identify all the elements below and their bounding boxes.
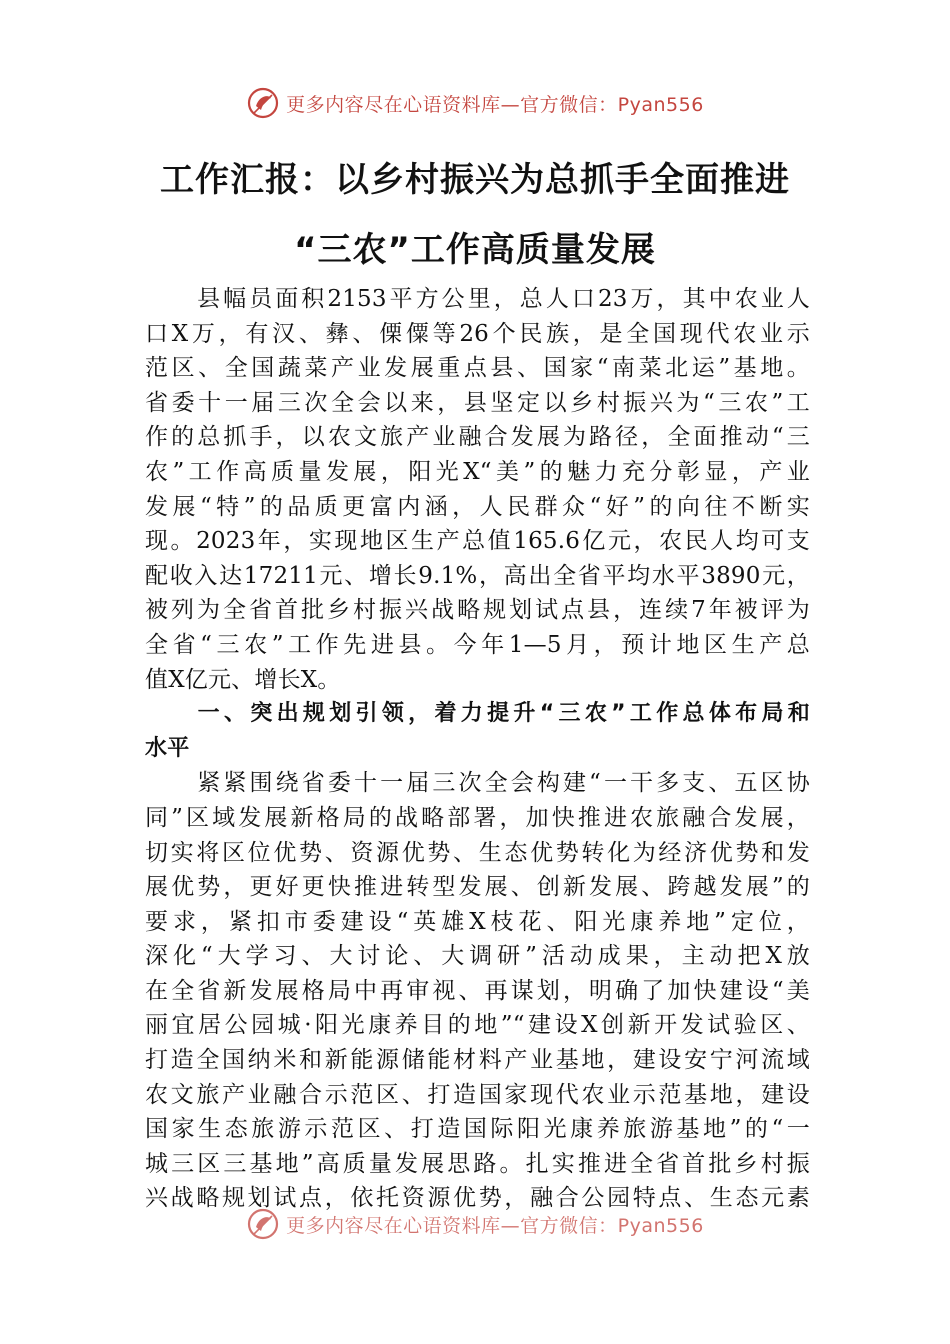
body-line: 打造全国纳米和新能源储能材料产业基地，建设安宁河流域: [145, 1047, 810, 1074]
body-line: 范区、全国蔬菜产业发展重点县、国家“南菜北运”基地。: [145, 355, 810, 382]
body-line: 农文旅产业融合示范区、打造国家现代农业示范基地，建设: [145, 1081, 810, 1108]
body-line: 现。2023年，实现地区生产总值165.6亿元，农民人均可支: [145, 528, 810, 555]
body-line: 省委十一届三次全会以来，县坚定以乡村振兴为“三农”工: [145, 389, 810, 416]
body-line: 值X亿元、增长X。: [145, 666, 341, 693]
document-title-line-1: 工作汇报：以乡村振兴为总抓手全面推进: [160, 160, 790, 200]
section-heading-1: 一、突出规划引领，着力提升“三农”工作总体布局和: [145, 701, 810, 727]
body-line: 被列为全省首批乡村振兴战略规划试点县，连续7年被评为: [145, 597, 810, 624]
body-line: 丽宜居公园城·阳光康养目的地”“建设X创新开发试验区、: [145, 1012, 810, 1039]
body-line: 在全省新发展格局中再审视、再谋划，明确了加快建设“美: [145, 977, 810, 1004]
section-heading-1-cont: 水平: [145, 735, 190, 761]
body-line: 作的总抓手，以农文旅产业融合发展为路径，全面推动“三: [145, 424, 810, 451]
watermark-header: [0, 86, 950, 120]
body-line: 农”工作高质量发展，阳光X“美”的魅力充分彰显，产业: [145, 458, 810, 485]
body-line: 兴战略规划试点，依托资源优势，融合公园特点、生态元素: [145, 1185, 810, 1212]
body-line: 深化“大学习、大讨论、大调研”活动成果，主动把X放: [145, 943, 810, 970]
body-line: 同”区域发展新格局的战略部署，加快推进农旅融合发展，: [145, 804, 810, 831]
document-body: [145, 282, 810, 1216]
watermark-text: 更多内容尽在心语资料库—官方微信：Pyan556: [286, 93, 704, 116]
body-line: 展优势，更好更快推进转型发展、创新发展、跨越发展”的: [145, 874, 810, 901]
body-line: 全省“三农”工作先进县。今年1—5月，预计地区生产总: [145, 631, 810, 658]
body-line: 发展“特”的品质更富内涵，人民群众“好”的向往不断实: [145, 493, 810, 520]
body-line: 紧紧围绕省委十一届三次全会构建“一干多支、五区协: [145, 770, 810, 797]
body-line: 县幅员面积2153平方公里，总人口23万，其中农业人: [145, 286, 810, 312]
body-line: 切实将区位优势、资源优势、生态优势转化为经济优势和发: [145, 839, 810, 866]
body-line: 城三区三基地”高质量发展思路。扎实推进全省首批乡村振: [145, 1150, 810, 1177]
watermark-text: 更多内容尽在心语资料库—官方微信：Pyan556: [286, 1214, 704, 1237]
document-title-line-2: “三农”工作高质量发展: [294, 230, 656, 270]
body-line: 配收入达17211元、增长9.1%，高出全省平均水平3890元，: [145, 562, 810, 589]
body-line: 口X万，有汉、彝、傈僳等26个民族，是全国现代农业示: [145, 320, 810, 347]
body-line: 要求，紧扣市委建设“英雄X枝花、阳光康养地”定位，: [145, 908, 810, 935]
body-line: 国家生态旅游示范区、打造国际阳光康养旅游基地”的“一: [145, 1116, 810, 1143]
watermark-footer: [0, 1207, 950, 1241]
watermark-logo-icon: [246, 86, 280, 120]
watermark-logo-icon: [246, 1207, 280, 1241]
